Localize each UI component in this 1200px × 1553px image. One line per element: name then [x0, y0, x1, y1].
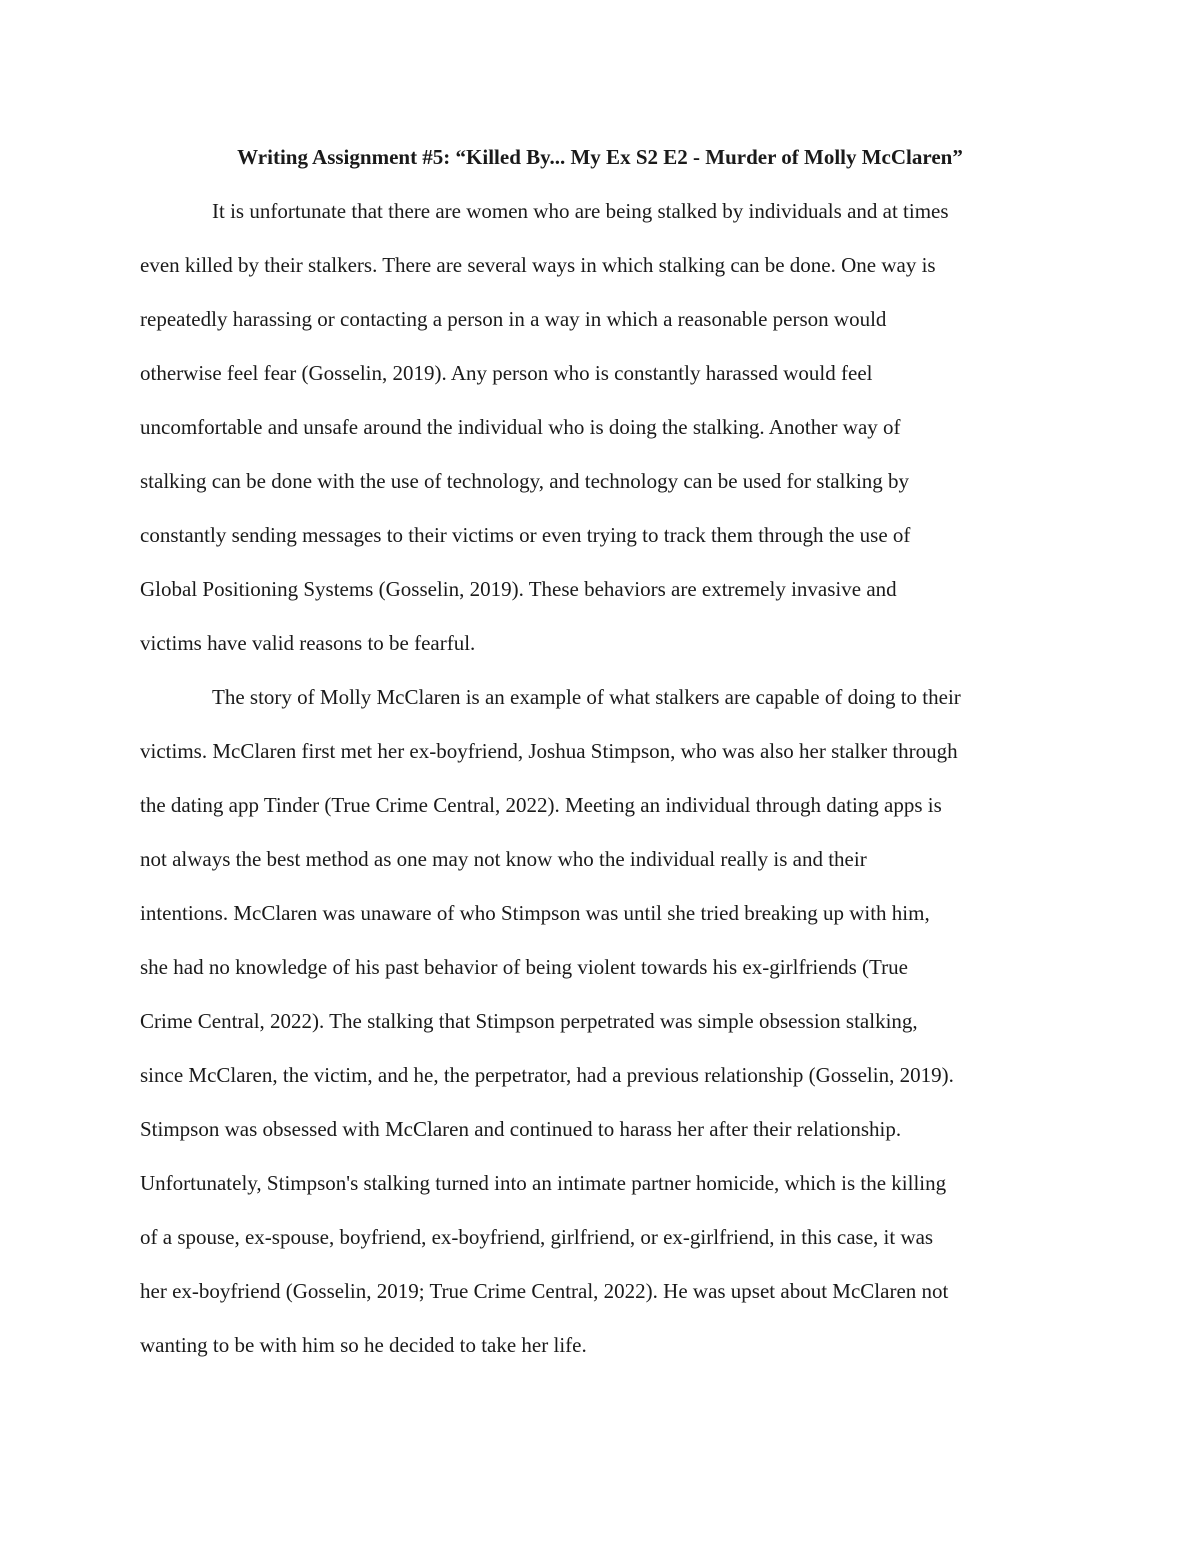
paragraph-line: otherwise feel fear (Gosselin, 2019). Any person who is constantly harassed would feel — [140, 361, 873, 385]
paragraph-line: since McClaren, the victim, and he, the perpetrator, had a previous relationship (Gosselin, 2019). — [140, 1063, 954, 1087]
paragraph-line: constantly sending messages to their victims or even trying to track them through the use of — [140, 523, 911, 547]
paragraph-line: Stimpson was obsessed with McClaren and continued to harass her after their relationship. — [140, 1117, 902, 1141]
document-title: Writing Assignment #5: “Killed By... My Ex S2 E2 - Murder of Molly McClaren” — [237, 145, 963, 169]
paragraph-line: victims. McClaren first met her ex-boyfriend, Joshua Stimpson, who was also her stalker through — [140, 739, 958, 763]
paragraph-line: repeatedly harassing or contacting a person in a way in which a reasonable person would — [140, 307, 887, 331]
paragraph-line: victims have valid reasons to be fearful. — [140, 631, 476, 655]
paragraph-line: intentions. McClaren was unaware of who Stimpson was until she tried breaking up with him, — [140, 901, 930, 925]
paragraph-line: It is unfortunate that there are women who are being stalked by individuals and at times — [212, 199, 949, 223]
paragraph-line: the dating app Tinder (True Crime Central, 2022). Meeting an individual through dating apps is — [140, 793, 942, 817]
paragraph-line: Unfortunately, Stimpson's stalking turned into an intimate partner homicide, which is the killing — [140, 1171, 947, 1195]
paragraph-line: not always the best method as one may not know who the individual really is and their — [140, 847, 867, 871]
paragraph-line: of a spouse, ex-spouse, boyfriend, ex-boyfriend, girlfriend, or ex-girlfriend, in this case, it was — [140, 1225, 934, 1249]
paragraph-line: she had no knowledge of his past behavior of being violent towards his ex-girlfriends (True — [140, 955, 908, 979]
paragraph-line: Global Positioning Systems (Gosselin, 2019). These behaviors are extremely invasive and — [140, 577, 897, 601]
paragraph-line: stalking can be done with the use of technology, and technology can be used for stalking by — [140, 469, 910, 493]
paragraph-line: The story of Molly McClaren is an example of what stalkers are capable of doing to their — [212, 685, 961, 709]
paragraph-line: her ex-boyfriend (Gosselin, 2019; True Crime Central, 2022). He was upset about McClaren not — [140, 1279, 949, 1303]
paragraph-line: Crime Central, 2022). The stalking that Stimpson perpetrated was simple obsession stalking, — [140, 1009, 918, 1033]
paragraph-line: uncomfortable and unsafe around the individual who is doing the stalking. Another way of — [140, 415, 901, 439]
paragraph-line: even killed by their stalkers. There are several ways in which stalking can be done. One way is — [140, 253, 936, 277]
paragraph-line: wanting to be with him so he decided to take her life. — [140, 1333, 587, 1357]
